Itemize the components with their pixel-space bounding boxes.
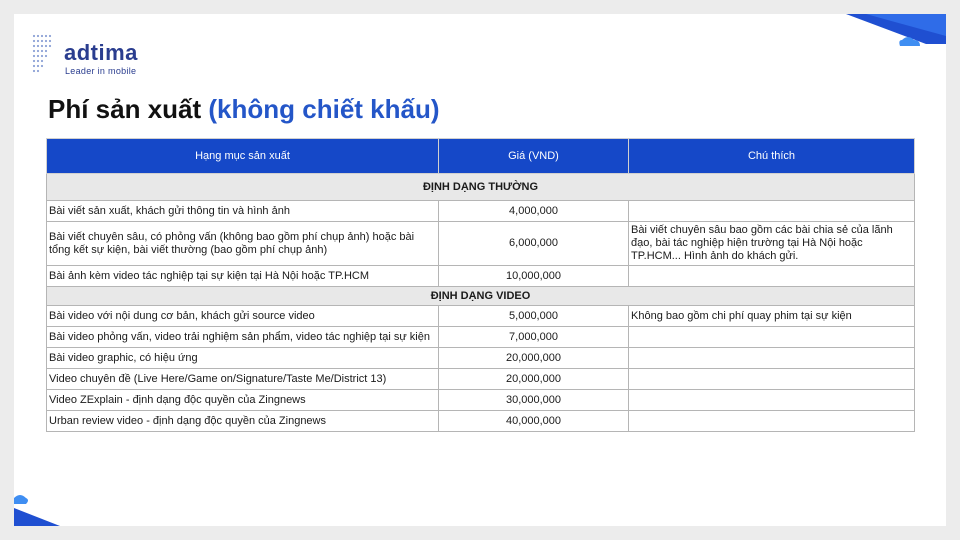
row-price: 20,000,000 [439,369,629,390]
row-note [629,369,915,390]
header-note: Chú thích [629,139,915,174]
page-title [48,94,440,125]
row-item: Bài viết sản xuất, khách gửi thông tin và hình ảnh [47,201,439,222]
row-item: Video ZExplain - định dạng độc quyền của Zingnews [47,390,439,411]
row-note: Bài viết chuyên sâu bao gồm các bài chia sẻ của lãnh đạo, bài tác nghiệp hiện trường tại Hà Nội hoặc TP.HCM... Hình ảnh do khách gửi. [629,222,915,266]
row-price: 6,000,000 [439,222,629,266]
logo-tagline: Leader in mobile [65,66,137,76]
row-item: Bài video graphic, có hiệu ứng [47,348,439,369]
row-item: Urban review video - định dạng độc quyền của Zingnews [47,411,439,432]
pricing-table [46,138,915,432]
row-price: 5,000,000 [439,306,629,327]
row-note [629,348,915,369]
table-row [47,222,915,266]
logo-name: adtima [64,40,138,65]
slide [14,14,946,526]
row-note [629,327,915,348]
page-title-main: Phí sản xuất [48,94,202,124]
header-price: Giá (VND) [439,139,629,174]
row-item: Video chuyên đề (Live Here/Game on/Signature/Taste Me/District 13) [47,369,439,390]
table-row [47,348,915,369]
section-row [47,174,915,201]
table-row [47,411,915,432]
row-note [629,390,915,411]
row-note [629,201,915,222]
row-note [629,411,915,432]
logo-dots-icon [32,34,58,74]
row-note: Không bao gồm chi phí quay phim tại sự kiện [629,306,915,327]
section-title: ĐỊNH DẠNG THƯỜNG [47,174,915,201]
row-note [629,266,915,287]
corner-decoration-icon [14,486,74,526]
row-item: Bài ảnh kèm video tác nghiệp tại sự kiện tại Hà Nội hoặc TP.HCM [47,266,439,287]
row-price: 20,000,000 [439,348,629,369]
corner-decoration-icon [806,14,946,74]
row-item: Bài video phỏng vấn, video trải nghiệm sản phẩm, video tác nghiệp tại sự kiện [47,327,439,348]
row-price: 7,000,000 [439,327,629,348]
table-row [47,306,915,327]
section-title: ĐỊNH DẠNG VIDEO [47,287,915,306]
row-item: Bài video với nội dung cơ bản, khách gửi source video [47,306,439,327]
page-title-accent: (không chiết khấu) [208,94,440,124]
table-row [47,201,915,222]
row-price: 30,000,000 [439,390,629,411]
table-header-row [47,139,915,174]
table-row [47,266,915,287]
row-price: 40,000,000 [439,411,629,432]
header-item: Hạng mục sản xuất [47,139,439,174]
row-price: 10,000,000 [439,266,629,287]
table-row [47,390,915,411]
row-price: 4,000,000 [439,201,629,222]
table-row [47,369,915,390]
section-row [47,287,915,306]
table-row [47,327,915,348]
row-item: Bài viết chuyên sâu, có phỏng vấn (không bao gồm phí chụp ảnh) hoặc bài tổng kết sự kiện, bài viết thường (bao gồm phí chụp ảnh) [47,222,439,266]
